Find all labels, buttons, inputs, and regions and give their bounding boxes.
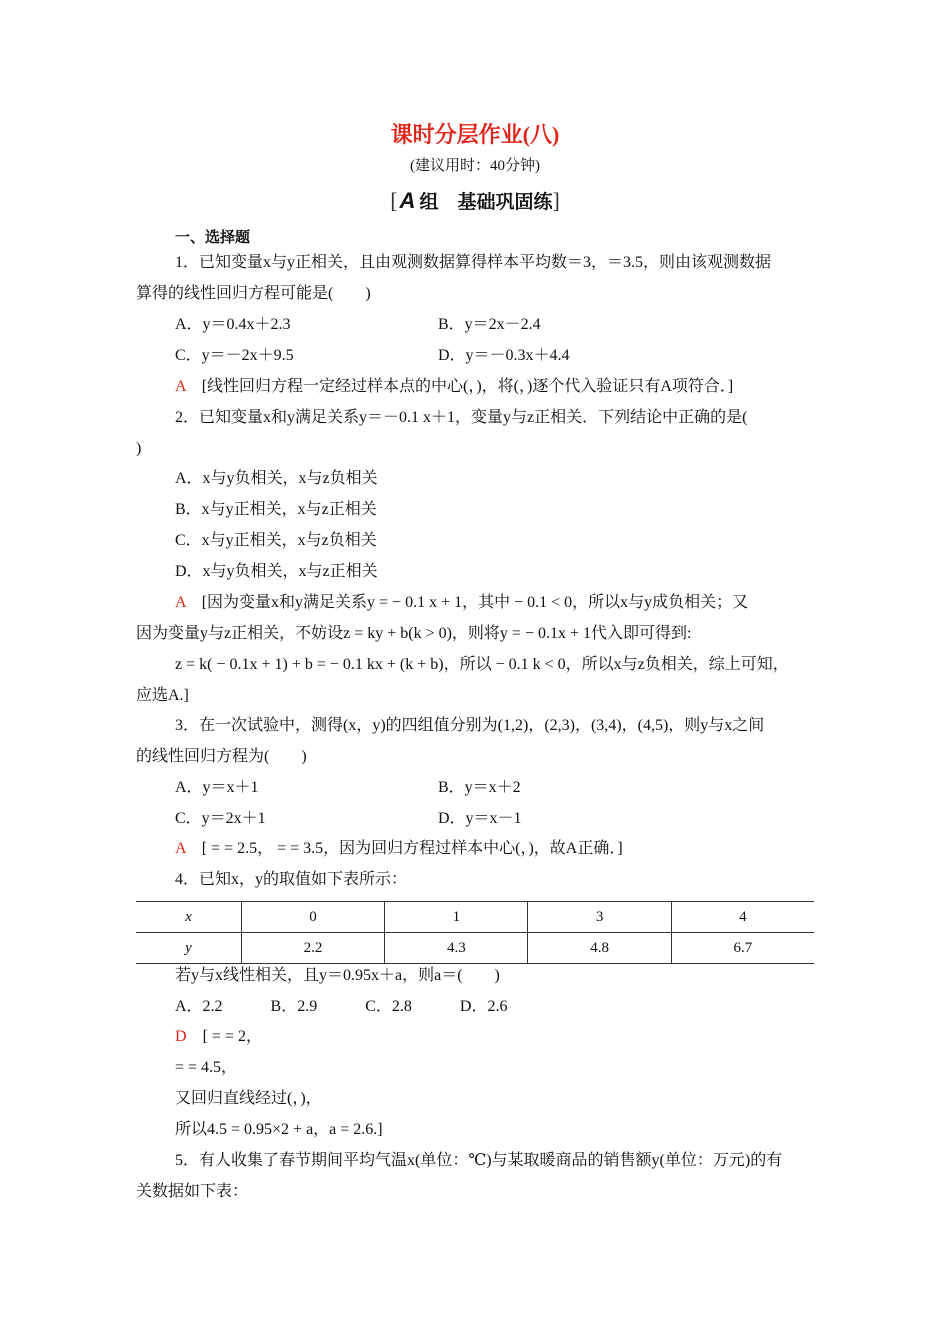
q4-explanation-line3: 又回归直线经过(，)，	[175, 1090, 322, 1107]
q3-option-a: A．y＝x＋1	[175, 779, 259, 796]
q2-stem-line1: 2．已知变量x和y满足关系y＝－0.1 x＋1，变量y与z正相关．下列结论中正确的是(	[175, 409, 748, 426]
q1-stem-line2: 算得的线性回归方程可能是( )	[136, 285, 371, 302]
q3-answer-block	[175, 839, 623, 859]
q3-option-b: B．y＝x＋2	[438, 779, 521, 796]
q4-explanation-line2: = = 4.5，	[175, 1059, 238, 1076]
q4-answer-block	[175, 1027, 262, 1047]
q3-option-d: D．y＝x－1	[438, 810, 522, 827]
table-header-x: x	[136, 902, 241, 933]
q3-answer: A	[175, 840, 186, 857]
page-subtitle: (建议用时：40分钟)	[410, 158, 540, 174]
q1-option-a: A．y＝0.4x＋2.3	[175, 316, 291, 333]
page-title: 课时分层作业(八)	[390, 122, 560, 147]
table-cell: 4	[671, 902, 814, 933]
group-bracket-open: [	[390, 188, 398, 213]
q2-answer-block	[175, 593, 748, 613]
q3-explanation: [ = = 2.5， = = 3.5，因为回归方程过样本中心(，)，故A正确．]	[201, 840, 623, 857]
q2-answer: A	[175, 594, 186, 611]
q2-explanation-line3: z = k( − 0.1x + 1) + b = − 0.1 kx + (k + b)，所以 − 0.1 k < 0，所以x与z负相关，综上可知，	[175, 656, 789, 673]
q2-option-d: D．x与y负相关，x与z正相关	[175, 563, 378, 580]
group-letter: A	[399, 188, 416, 213]
q2-option-c: C．x与y正相关，x与z负相关	[175, 532, 377, 549]
q1-explanation: [线性回归方程一定经过样本点的中心(，)，将(，)逐个代入验证只有A项符合．]	[201, 378, 734, 395]
table-cell: 3	[528, 902, 671, 933]
table-cell: 1	[385, 902, 528, 933]
q4-options: A．2.2 B．2.9 C．2.8 D．2.6	[175, 998, 508, 1015]
q4-answer: D	[175, 1028, 187, 1045]
q3-stem-line1: 3．在一次试验中，测得(x，y)的四组值分别为(1,2)，(2,3)，(3,4)，(4,5)，则y与x之间	[175, 717, 765, 734]
q1-option-c: C．y＝－2x＋9.5	[175, 347, 294, 364]
q3-stem-line2: 的线性回归方程为( )	[136, 748, 307, 765]
q4-stem-line1: 4．已知x，y的取值如下表所示：	[175, 871, 408, 888]
q4-stem-line2: 若y与x线性相关，且y＝0.95x＋a，则a＝( )	[175, 967, 500, 984]
q5-stem-line1: 5．有人收集了春节期间平均气温x(单位：℃)与某取暖商品的销售额y(单位：万元)的有	[175, 1152, 783, 1169]
table-cell: 6.7	[671, 933, 814, 964]
group-label: 组 基础巩固练	[419, 192, 553, 213]
table-cell: 0	[241, 902, 384, 933]
q1-answer-block	[175, 377, 733, 397]
q2-explanation-line4: 应选A.]	[136, 687, 189, 704]
group-bracket-close: ]	[552, 188, 560, 213]
q4-explanation-line4: 所以4.5 = 0.95×2 + a，a = 2.6.]	[175, 1121, 383, 1138]
q1-option-d: D．y＝－0.3x＋4.4	[438, 347, 570, 364]
table-header-y: y	[136, 933, 241, 964]
section-heading: 一、选择题	[175, 230, 251, 246]
q2-explanation-line2: 因为变量y与z正相关，不妨设z = ky + b(k > 0)，则将y = − 0.1x + 1代入即可得到:	[136, 625, 692, 642]
q5-stem-line2: 关数据如下表：	[136, 1183, 249, 1200]
q1-answer: A	[175, 378, 186, 395]
group-heading	[0, 186, 950, 218]
q3-option-c: C．y＝2x＋1	[175, 810, 266, 827]
q2-option-b: B．x与y正相关，x与z正相关	[175, 501, 377, 518]
q4-explanation-line1: [ = = 2，	[202, 1028, 262, 1045]
q2-explanation-line1: [因为变量x和y满足关系y = − 0.1 x + 1，其中 − 0.1 < 0，所以x与y成负相关；又	[201, 594, 749, 611]
q1-stem-line1: 1．已知变量x与y正相关，且由观测数据算得样本平均数＝3，＝3.5，则由该观测数据	[175, 254, 772, 271]
table-row-y	[136, 933, 814, 964]
q2-stem-line2: )	[136, 440, 142, 457]
table-cell: 2.2	[241, 933, 384, 964]
q2-option-a: A．x与y负相关，x与z负相关	[175, 470, 378, 487]
q4-data-table	[136, 901, 814, 964]
table-row-x	[136, 902, 814, 933]
table-cell: 4.8	[528, 933, 671, 964]
table-cell: 4.3	[385, 933, 528, 964]
q1-option-b: B．y＝2x－2.4	[438, 316, 541, 333]
